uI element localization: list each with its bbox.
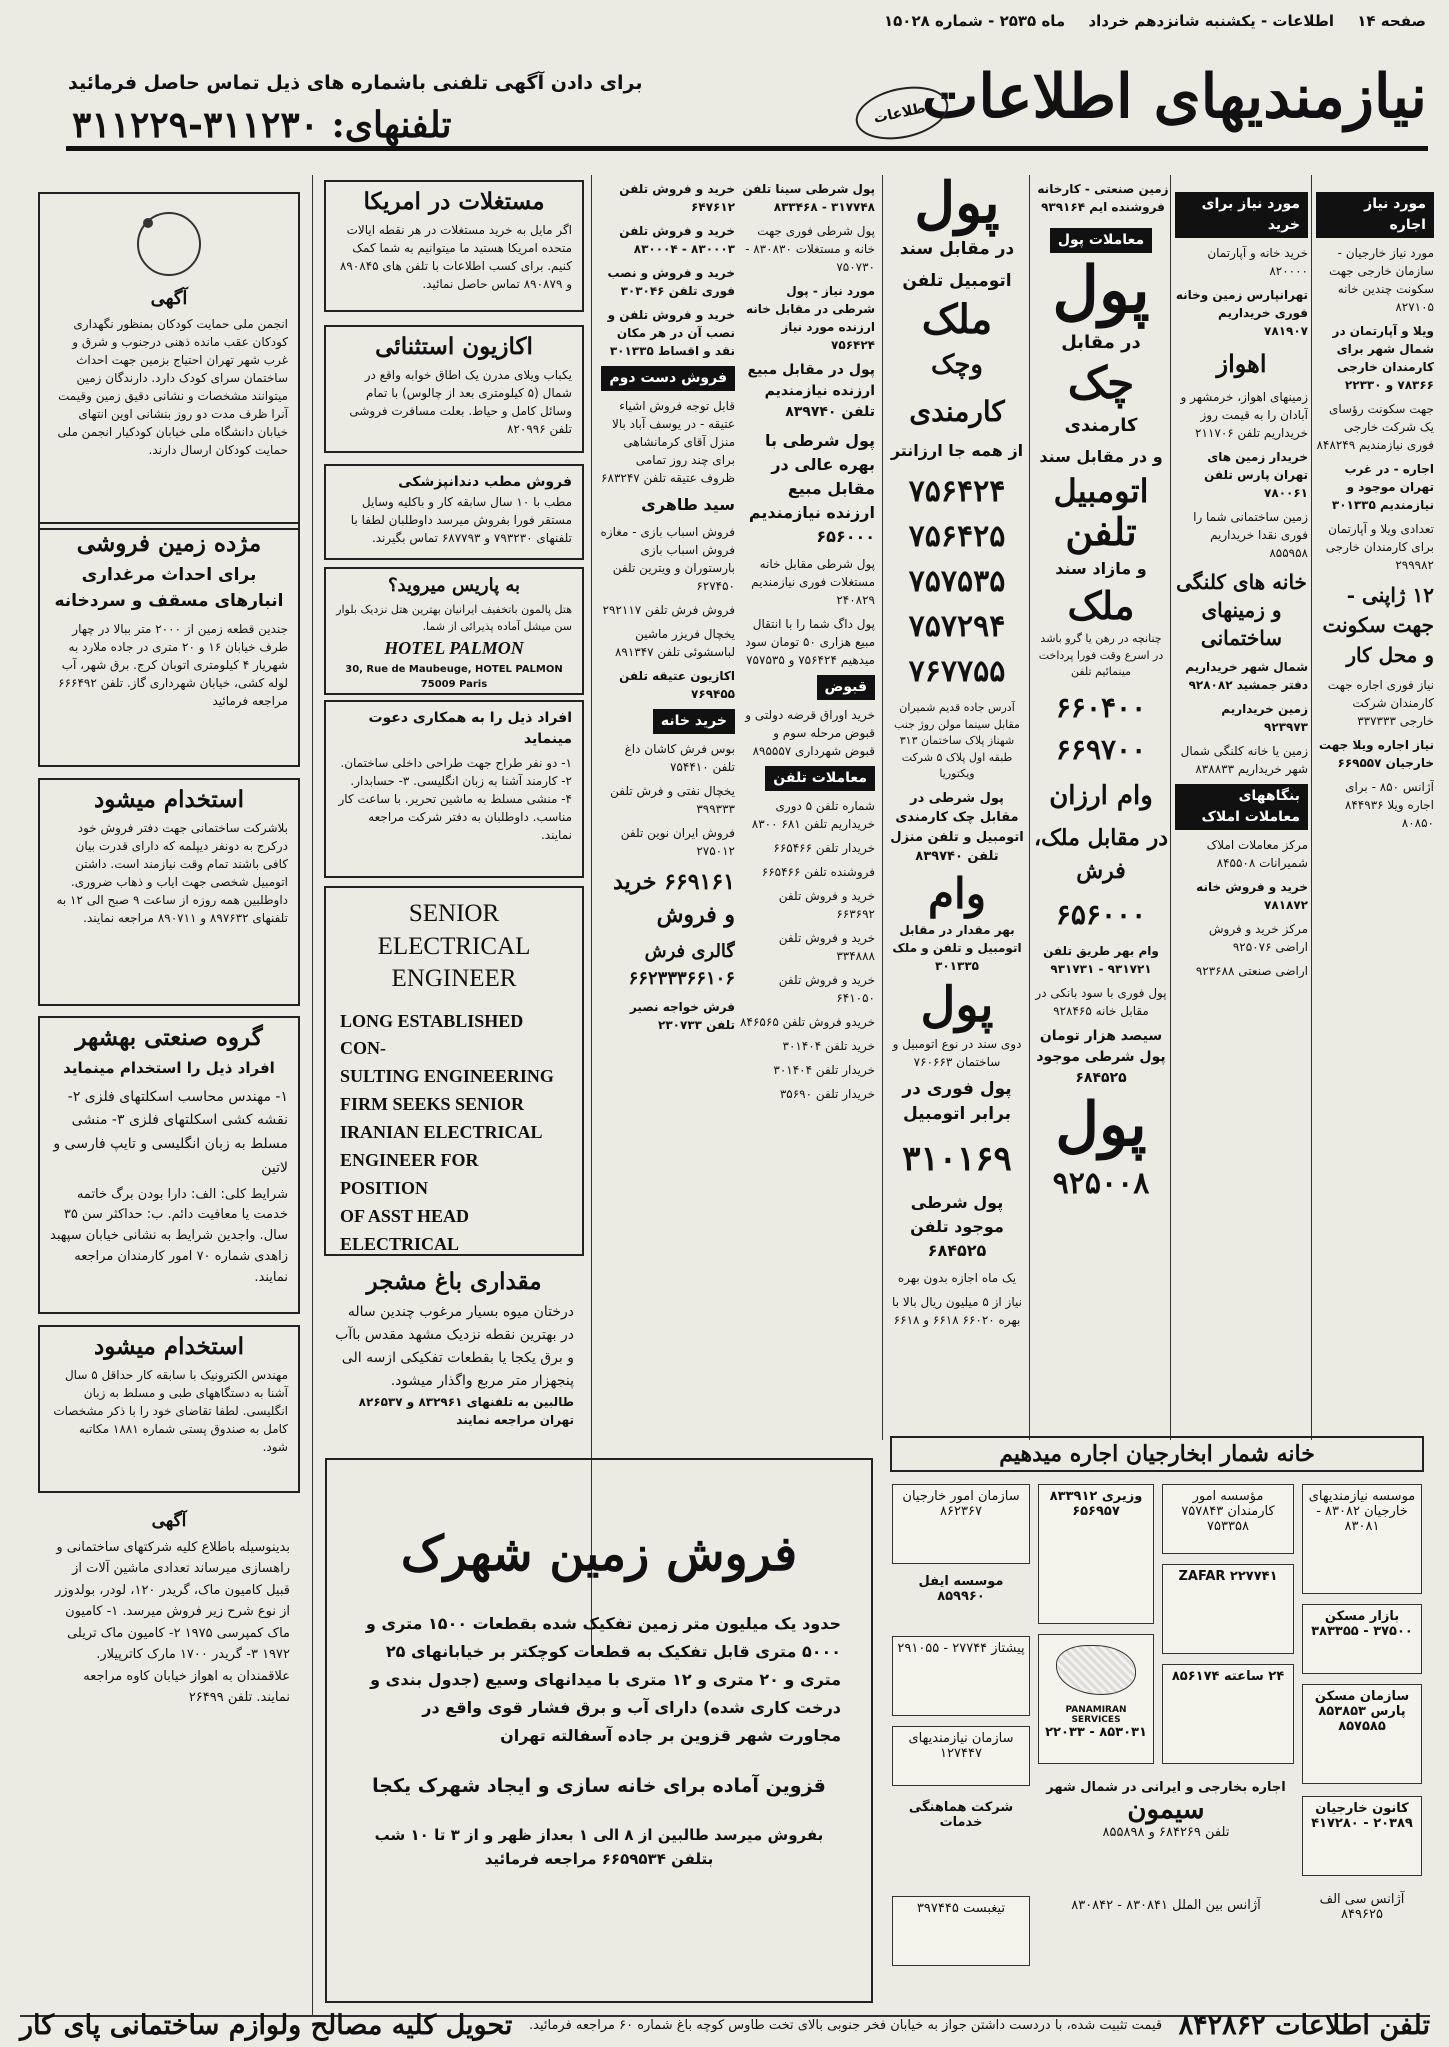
villa-sale-ad bbox=[324, 325, 584, 453]
rent-item: نیاز فوری اجاره جهت کارمندان شرکت خارجی ۳۳۷۳۳۳ bbox=[1327, 678, 1434, 728]
money2-number: ۹۲۵۰۰۸ bbox=[1052, 1165, 1150, 1201]
ad-conditions: شرایط کلی: الف: دارا بودن برگ خاتمه خدمت یا معافیت دائم. ب: حداکثر سن ۳۵ سال. واجدین شرایط به نشانی خیابان سپهبد زاهدی شماره ۷۰ امور کارمندان مراجعه نمایند. bbox=[50, 1186, 288, 1285]
classified-column-trade bbox=[600, 180, 735, 1450]
rent-item: جهت سکونت رؤسای یک شرکت خارجی فوری نیازمندیم ۸۴۸۲۴۹ bbox=[1316, 402, 1434, 452]
money-line: اتومبیل تلفن bbox=[902, 270, 1012, 291]
classified-item: گالری فرش ۶۶۲۳۳۳۶۶۱۰۶ bbox=[628, 941, 735, 989]
ad-subtitle: افراد ذیل را استخدام مینماید bbox=[63, 1059, 275, 1077]
ad-title: مقداری باغ مشجر bbox=[366, 1268, 542, 1295]
column-divider bbox=[1029, 175, 1030, 1440]
employment-ad bbox=[38, 778, 300, 1006]
simon-ad bbox=[1038, 1776, 1294, 1886]
newspaper-logo-icon: اطلاعات bbox=[851, 79, 953, 147]
money2-line: چک bbox=[1067, 358, 1135, 409]
section-header: معاملات تلفن bbox=[765, 766, 875, 791]
classified-item: خرید تلفن ۳۰۱۴۰۴ bbox=[782, 1039, 875, 1053]
classified-item: بوس فرش کاشان داغ تلفن ۷۵۴۴۱۰ bbox=[624, 742, 735, 774]
money-phone: ۷۶۷۷۵۵ bbox=[908, 654, 1006, 689]
english-ad-body bbox=[340, 1008, 568, 1257]
money2-sub: چنانچه در رهن یا گرو باشد در اسرع وقت فورا پرداخت مینمائیم تلفن bbox=[1038, 632, 1164, 678]
rental-ad: سازمان مسکن پارس ۸۵۳۸۵۳ ۸۵۷۵۸۵ bbox=[1302, 1684, 1422, 1784]
classified-item: خریدار تلفن ۳۰۱۴۰۴ bbox=[773, 1063, 875, 1077]
classified-item: خریدار تلفن ۶۶۵۴۶۶ bbox=[773, 841, 875, 855]
english-ad-title-line: SENIOR bbox=[408, 900, 500, 927]
rent-item: آژانس ۸۵۰ - برای اجاره ویلا ۸۴۴۹۳۶ ۸۰۸۵۰ bbox=[1344, 780, 1434, 830]
behshahr-ad bbox=[38, 1016, 300, 1314]
rental-ad: تیغبست ۳۹۷۴۴۵ bbox=[892, 1896, 1030, 1966]
classified-item: خرید و فروش و نصب فوری تلفن ۳۰۳۰۴۶ bbox=[607, 266, 735, 298]
masthead-phones: تلفنهای: ۳۱۱۲۳۰-۳۱۱۲۲۹ bbox=[72, 104, 452, 146]
classified-item: خریدار تلفن ۳۵۶۹۰ bbox=[779, 1087, 875, 1101]
land-sale-ad bbox=[38, 522, 300, 767]
section-header: فروش دست دوم bbox=[601, 366, 735, 391]
ad-title: به پاریس میروید؟ bbox=[387, 575, 521, 596]
classified-item: شماره تلفن ۵ دوری خریداریم تلفن ۶۸۱ ۸۳۰۰ bbox=[751, 799, 875, 831]
call-instructions: برای دادن آگهی تلفنی باشماره های ذیل تماس حاصل فرمائید bbox=[68, 72, 643, 94]
classified-item: خرید و فروش تلفن ۸۳۰۰۰۳ - ۸۳۰۰۰۴ bbox=[619, 224, 735, 256]
big-ad-slogan: قزوین آماده برای خانه سازی و ایجاد شهرک یکجا bbox=[372, 1775, 826, 1797]
money2-phone: ۶۶۹۷۰۰ bbox=[1055, 732, 1147, 766]
ad-body: ۱- دو نفر طراح جهت طراحی داخلی ساختمان. ۲- کارمند آشنا به زبان انگلیسی. ۳- حسابدار. ۴- منشی مسلط به ماشین تحریر. با ساعت کار مناسب. داوطلبان به دفتر شرکت مراجعه نمایند. bbox=[338, 756, 572, 842]
classified-item: خرید و فروش تلفن و نصب آن در هر مکان نقد و اقساط ۳۰۱۳۳۵ bbox=[607, 308, 735, 358]
classified-item: پول شرطی سینا تلفن ۳۱۷۷۴۸ - ۸۳۳۴۶۸ bbox=[742, 182, 875, 214]
rental-ad: آژانس سی الف ۸۴۹۶۲۵ bbox=[1319, 1892, 1405, 1922]
ad-title: اکازیون استثنائی bbox=[375, 333, 533, 360]
land-column bbox=[1036, 180, 1170, 228]
classified-item: پول شرطی فوری جهت خانه و مستغلات ۸۳۰۸۳۰ - ۷۵۰۷۳۰ bbox=[745, 224, 875, 274]
engineer-employment-ad bbox=[38, 1325, 300, 1493]
section-header: قبوض bbox=[817, 675, 876, 700]
land-item: مرکز خرید و فروش اراضی ۹۲۵۰۷۶ bbox=[1208, 922, 1308, 954]
english-ad-line: SULTING ENGINEERING bbox=[340, 1066, 554, 1087]
classified-item: قابل توجه فروش اشیاء عتیقه - در یوسف آباد بالا منزل آقای کرمانشاهی برای چند روز تمامی ظروف عتیقه تلفن ۶۸۳۲۴۷ bbox=[601, 399, 735, 485]
money2-line: و مازاد سند bbox=[1055, 559, 1147, 578]
big-ad-contact: بفروش میرسد طالبین از ۸ الی ۱ بعداز ظهر و از ۳ تا ۱۰ شب بتلفن ۶۶۵۹۵۳۴ مراجعه فرمائید bbox=[374, 1825, 824, 1868]
orchard-ad bbox=[324, 1262, 584, 1452]
rent-item: تعدادی ویلا و آپارتمان برای کارمندان خارجی ۲۹۹۹۸۲ bbox=[1325, 522, 1434, 572]
ad-title: استخدام میشود bbox=[93, 786, 245, 813]
classified-column-loans bbox=[740, 180, 875, 1450]
classified-item: خرید و فروش تلفن ۶۴۷۶۱۲ bbox=[619, 182, 735, 214]
column-divider bbox=[591, 175, 592, 1645]
classified-item: سید طاهری bbox=[641, 495, 735, 514]
ad-body: مطب با ۱۰ سال سابقه کار و باکلیه وسایل مستقر فورا بفروش میرسد داوطلبان لطفا با تلفنهای ۷۹۳۲۳۰ و ۶۸۷۷۹۳ تماس بگیرند. bbox=[350, 495, 572, 545]
classified-item: فروش ایران نوین تلفن ۲۷۵۰۱۲ bbox=[620, 826, 735, 858]
issue-number: ماه ۲۵۳۵ - شماره ۱۵۰۲۸ bbox=[883, 12, 1066, 30]
section-header: معاملات پول bbox=[1050, 228, 1152, 253]
column-divider bbox=[882, 175, 883, 1440]
land-item: خریدار زمین های تهران پارس تلفن ۷۸۰۰۶۱ bbox=[1204, 450, 1308, 500]
money-column bbox=[889, 175, 1025, 1445]
footer-right-phone: تلفن اطلاعات ۸۴۲۸۶۲ bbox=[1178, 2010, 1430, 2041]
rental-ad: موسسه نیازمندیهای خارجیان ۸۳۰۸۲ - ۸۳۰۸۱ bbox=[1302, 1484, 1422, 1594]
classified-item: فروشنده تلفن ۶۶۵۴۶۶ bbox=[761, 865, 875, 879]
land-item: تهرانپارس زمین وخانه فوری خریداریم ۷۸۱۹۰۷ bbox=[1175, 288, 1308, 338]
ad-body: یکباب ویلای مدرن یک اطاق خوابه واقع در شمال (۵ کیلومتری بعد از چالوس) با تمام وسائل کامل و حیاط. بعلت مسافرت فروشی تلفن ۸۲۰۹۹۶ bbox=[349, 368, 572, 436]
rental-ad: ZAFAR ۲۲۷۷۴۱ bbox=[1162, 1564, 1294, 1654]
rent-item: اجاره - در غرب تهران موجود و نیازمندیم ۳۰۱۳۳۵ bbox=[1331, 462, 1434, 512]
section-header: خرید خانه bbox=[653, 709, 735, 734]
land-item: خرید خانه و آپارتمان ۸۲۰۰۰۰ bbox=[1207, 246, 1308, 278]
money2-line: در مقابل bbox=[1061, 332, 1141, 353]
ad-title: مژده زمین فروشی bbox=[76, 530, 262, 557]
rental-section-title: خانه شمار ابخارجیان اجاره میدهیم bbox=[890, 1436, 1424, 1472]
money-fast-number: ۳۱۰۱۶۹ bbox=[902, 1138, 1012, 1179]
rental-ad: مؤسسه امور کارمندان ۷۵۷۸۴۳ ۷۵۳۳۵۸ bbox=[1162, 1484, 1294, 1554]
english-ad-title-line: ENGINEER bbox=[391, 965, 517, 992]
rental-ad: شرکت هماهنگی خدمات bbox=[908, 1800, 1014, 1830]
page-number: صفحه ۱۴ bbox=[1357, 12, 1426, 30]
english-ad-line: ENGINEER FOR POSITION bbox=[340, 1149, 479, 1198]
rental-ad: آژانس بین الملل ۸۳۰۸۴۱ - ۸۳۰۸۴۲ bbox=[1071, 1898, 1261, 1913]
classified-item: فرش خواجه نصیر تلفن ۲۳۰۷۳۳ bbox=[629, 1000, 735, 1032]
iran-map-icon bbox=[1056, 1645, 1136, 1695]
money-vam-body: بهر مقدار در مقابل اتومبیل و تلفن و ملک ۳۰۱۳۳۵ bbox=[892, 922, 1022, 973]
hotel-name: HOTEL PALMON bbox=[384, 638, 524, 658]
land-item: اراضی صنعتی ۹۲۳۶۸۸ bbox=[1195, 964, 1308, 978]
ad-body: اگر مایل به خرید مستغلات در هر نقطه ایالات متحده امریکا هستید ما میتوانیم به شما کمک کنیم. برای کسب اطلاعات با تلفن های ۸۹۰۸۴۵ و ۸۹۰۸۷۹ تماس حاصل نمائید. bbox=[339, 223, 572, 291]
ad-title: آگهی bbox=[150, 288, 188, 309]
money2-line: تلفن bbox=[1065, 509, 1137, 554]
money2-hundred: سیصد هزار تومان پول شرطی موجود ۶۸۴۵۲۵ bbox=[1036, 1027, 1166, 1086]
hotel-ad bbox=[324, 567, 584, 695]
money-loan: پول شرطی در مقابل چک کارمندی اتومبیل و تلفن منزل تلفن ۸۳۹۷۴۰ bbox=[890, 790, 1024, 864]
recruitment-ad bbox=[324, 700, 584, 878]
big-ad-body: حدود یک میلیون متر زمین تفکیک شده بقطعات ۱۵۰۰ متری و ۵۰۰۰ متری قابل تفکیک به قطعات کوچکتر بر خیابانهای ۲۵ متری و ۲۰ متری و ۱۲ متری با میدانهای وسیع (جدول بندی و درخت کاری شده) دارای آب و برق فشار قوی واقع در مجاورت شهر قزوین بر جاده آسفالته تهران bbox=[365, 1614, 841, 1745]
masthead-divider bbox=[66, 146, 1428, 151]
panamiran-phone: ۸۵۳۰۳۱ - ۲۲۰۳۳ bbox=[1045, 1725, 1147, 1740]
classified-item: یخچال نفتی و فرش تلفن ۳۹۹۳۳۳ bbox=[610, 784, 735, 816]
panamiran-name: PANAMIRAN SERVICES bbox=[1065, 1705, 1127, 1725]
land-buy-column bbox=[1175, 192, 1308, 1442]
money-ready: پول شرطی موجود تلفن ۶۸۴۵۲۵ bbox=[910, 1192, 1004, 1260]
rental-ad: وزیری ۸۳۳۹۱۲ ۶۵۶۹۵۷ bbox=[1038, 1484, 1154, 1624]
classified-item: پول شرطی با بهره عالی در مقابل مبیع ارزنده نیازمندیم ۶۵۶۰۰۰ bbox=[748, 431, 875, 546]
us-property-ad bbox=[324, 180, 584, 312]
rental-ad: سازمان نیازمندیهای ۱۲۷۴۴۷ bbox=[892, 1726, 1030, 1786]
land-header: زمین صنعتی - کارخانه فروشنده ایم ۹۳۹۱۶۴ bbox=[1037, 182, 1169, 214]
footer-details: قیمت تثبیت شده، با دردست داشتن جواز به خیابان فخر جنوبی بالای تخت طاوس کوچه باغ شماره ۶۰ مراجعه فرمائید. bbox=[528, 2018, 1163, 2033]
section-header: بنگاههای معاملات املاک bbox=[1175, 784, 1308, 830]
ad-body: جندین قطعه زمین از ۲۰۰۰ متر ببالا در چهار طرف خیابان ۱۶ و ۲۰ متری در جاده ملارد به شهریار ۴ کیلومتری اتوبان کرج. برق شهر، آب لوله کشی، خیابان شهرداری گاز. تلفن ۶۶۶۴۹۲ مراجعه فرمائید bbox=[58, 622, 288, 708]
ad-body: انجمن ملی حمایت کودکان بمنظور نگهداری کودکان عقب مانده ذهنی درجنوب و شرق و غرب شهر تهران احتیاج بزمین جهت احداث ساختمان سرای کودک دارد. دارندگان زمین میتوانند مشخصات و نشانی دقیق زمین وقیمت آنرا ظرف مدت دو روز بنشانی اوین انتهای خیابان دانشگاه ملی خیابان کودکیار انجمن ملی حمایت کودکان ارسال دارند. bbox=[57, 317, 288, 457]
dental-office-ad bbox=[324, 464, 584, 560]
money-note: نیاز از ۵ میلیون ریال بالا با بهره ۶۶۰۲۰ ۶۶۱۸ و ۶۶۱۸ bbox=[892, 1294, 1022, 1327]
money-phone: ۷۵۷۲۹۴ bbox=[908, 609, 1006, 644]
money-line: کارمندی bbox=[909, 395, 1005, 428]
classified-item: مورد نیاز - پول شرطی در مقابل خانه ارزنده مورد نیاز ۷۵۶۴۲۴ bbox=[745, 284, 875, 352]
money2-loan-number: ۶۵۶۰۰۰ bbox=[1055, 897, 1147, 931]
classified-item: اکازیون عتیقه تلفن ۷۶۹۴۵۵ bbox=[619, 669, 735, 701]
classified-item: خرید اوراق قرضه دولتی و قبوض مرحله سوم و قبوض شهرداری ۸۹۵۵۵۷ bbox=[745, 708, 875, 758]
english-ad-line: OF ASST HEAD ELECTRICAL bbox=[340, 1205, 470, 1254]
rental-ad: بازار مسکن ۳۷۵۰۰ - ۳۸۳۳۵۵ bbox=[1302, 1604, 1422, 1674]
money2-line: ملک bbox=[1067, 583, 1135, 628]
land-item: زمین یا خانه کلنگی شمال شهر خریداریم ۸۳۸۸۳۳ bbox=[1180, 744, 1308, 776]
ad-body: درختان میوه بسیار مرغوب چندین ساله در بهترین نقطه نزدیک مشهد مقدس باآب و برق یکجا یا بقطعات تفکیکی ازسه الی پنجهزار متر مربع واگذار میشود. bbox=[335, 1304, 574, 1390]
big-ad-title: فروش زمین شهرک bbox=[400, 1526, 798, 1582]
money2-pool: پول bbox=[1055, 1089, 1147, 1160]
money-pool: پول bbox=[920, 976, 994, 1033]
rental-ad: موسسه ایفل ۸۵۹۹۶۰ bbox=[918, 1574, 1004, 1604]
ad-title: فروش مطب دندانپزشکی bbox=[398, 474, 572, 490]
rental-ad: پیشتاز ۲۷۷۴۴ - ۲۹۱۰۵۵ bbox=[892, 1636, 1030, 1716]
senior-engineer-ad bbox=[324, 886, 584, 1256]
rent-column bbox=[1316, 192, 1434, 1442]
money-line: وچک bbox=[931, 350, 983, 380]
english-ad-line: FIRM SEEKS SENIOR bbox=[340, 1094, 525, 1115]
land-city: اهواز bbox=[1216, 349, 1267, 378]
ad-items: ۱- مهندس محاسب اسکلتهای فلزی ۲- نقشه کشی اسکلتهای فلزی ۳- منشی مسلط به زبان انگلیسی و تایپ فارسی و لاتین bbox=[53, 1088, 288, 1176]
english-ad-title-line: ELECTRICAL bbox=[377, 932, 531, 960]
money2-phone: ۶۶۰۴۰۰ bbox=[1055, 690, 1147, 724]
classified-item: یخچال فریزر ماشین لباسشوئی تلفن ۸۹۱۳۴۷ bbox=[614, 627, 735, 659]
land-homes-title: خانه های کلنگی و زمینهای ساختمانی bbox=[1176, 570, 1307, 650]
land-item: مرکز معاملات املاک شمیرانات ۸۴۵۵۰۸ bbox=[1206, 838, 1308, 870]
land-item: شمال شهر خریداریم دفتر جمشید ۹۲۸۰۸۲ bbox=[1185, 660, 1308, 692]
english-ad-line: LONG ESTABLISHED CON- bbox=[340, 1010, 524, 1059]
column-divider bbox=[1311, 175, 1312, 1440]
ad-body: بلاشرکت ساختمانی جهت دفتر فروش خود درکرج به دونفر دیپلمه که دارای قدرت بیان کافی باشند تمام وقت نیازمند است. داشتن اتومبیل شخصی جهت ایاب و ذهاب ضروری. داوطلبین همه روزه از ساعت ۹ صبح الی ۱۲ به تلفنهای ۸۹۷۶۳۲ و ۸۹۰۷۱۱ مراجعه نمایند. bbox=[56, 821, 288, 925]
column-divider bbox=[1170, 175, 1171, 1440]
money2-loan-title: وام ارزان bbox=[1049, 780, 1153, 811]
ad-body: بدینوسیله باطلاع کلیه شرکتهای ساختمانی و راهسازی میرساند تعدادی ماشین آلات از قبیل کامیون ماک، گریدر ۱۲۰، لودر، بولدوزر از نوع شرح زیر فروش میرسد. ۱- کامیون ماک کمپرسی ۱۹۷۵ ۲- کامیون ماک تریلی ۱۹۷۲ ۳- گریدر ۱۷۰۰ مارک کاترپیلار. علاقمندان به اهواز خیابان کاوه مراجعه نمایند. تلفن ۲۶۴۹۹ bbox=[55, 1540, 290, 1706]
money-phone: ۷۵۶۴۲۴ bbox=[908, 474, 1006, 509]
money-line: ملک bbox=[921, 296, 993, 343]
ad-contact: طالبین به تلفنهای ۸۳۲۹۶۱ و ۸۲۶۵۳۷ تهران مراجعه نمایند bbox=[358, 1395, 574, 1428]
money2-quick: پول فوری با سود بانکی در مقابل خانه ۹۲۸۴۶۵ bbox=[1035, 985, 1167, 1018]
classified-item: پول شرطی مقابل خانه مستغلات فوری نیازمندیم ۲۴۰۸۲۹ bbox=[751, 557, 875, 607]
ad-body: هتل پالمون باتخفیف ایرانیان بهترین هتل نزدیک بلوار سن میشل آماده پذیرائی از شما. bbox=[336, 603, 572, 633]
money2-line: کارمندی bbox=[1064, 415, 1138, 436]
ad-title: افراد ذیل را به همکاری دعوت مینماید bbox=[368, 710, 572, 747]
money2-line: و در مقابل سند bbox=[1039, 447, 1163, 466]
money2-loan-sub: در مقابل ملک، فرش bbox=[1034, 824, 1168, 884]
money-headline: پول bbox=[914, 175, 1000, 236]
rental-ad: سازمان امور خارجیان ۸۶۲۳۶۷ bbox=[892, 1484, 1030, 1564]
land-item: زمینهای اهواز، خرمشهر و آبادان را به قیمت روز خریداریم تلفن ۲۱۱۷۰۶ bbox=[1180, 390, 1308, 440]
money-address: آدرس جاده قدیم شمیران مقابل سینما مولن روژ جنب شهناز پلاک ساختمان ۳۱۳ طبقه اول پلاک ۵ شرکت ویکتوریا bbox=[894, 701, 1020, 780]
rental-section bbox=[884, 1436, 1430, 2004]
rent-item: ۱۲ ژاپنی - جهت سکونت و محل کار bbox=[1322, 583, 1434, 667]
rent-item: نیاز اجاره ویلا جهت خارجیان ۶۶۹۵۵۷ bbox=[1319, 738, 1434, 770]
money-vam: وام bbox=[928, 868, 986, 918]
money-phone: ۷۵۷۵۳۵ bbox=[908, 564, 1006, 599]
money-fast: پول فوری در برابر اتومبیل bbox=[902, 1078, 1012, 1124]
money2-headline: پول bbox=[1052, 253, 1150, 328]
classified-item: خریدو فروش تلفن ۸۴۶۵۶۵ bbox=[740, 1015, 875, 1029]
classified-item: فروش فرش تلفن ۲۹۲۱۱۷ bbox=[602, 603, 735, 617]
ad-body: مهندس الکترونیک با سابقه کار حداقل ۵ سال آشنا به دستگاههای طبی و مسلط به زبان انگلیسی. لطفا تقاضای خود را با ذکر مشخصات کامل به صندوق پستی شماره ۱۸۸۱ مکاتبه شود. bbox=[53, 1368, 288, 1454]
masthead-title: نیازمندیهای اطلاعات bbox=[921, 62, 1427, 132]
classified-item: ۶۶۹۱۶۱ خرید و فروش bbox=[613, 869, 735, 928]
simon-phone: تلفن ۶۸۴۲۶۹ و ۸۵۵۸۹۸ bbox=[1102, 1825, 1230, 1840]
society-emblem-icon bbox=[137, 212, 201, 276]
ad-title: مستغلات در امریکا bbox=[363, 188, 545, 215]
section-header: مورد نیاز اجاره bbox=[1316, 192, 1434, 238]
classified-item: فروش اسباب بازی - مغازه فروش اسباب بازی بارستوران و ویترین تلفن ۶۲۷۴۵۰ bbox=[600, 525, 735, 593]
ad-subtitle: برای احداث مرغداری انبارهای مسقف و سردخانه bbox=[54, 565, 284, 611]
column-divider bbox=[312, 175, 313, 2015]
shahrak-land-ad bbox=[325, 1458, 873, 2003]
money2-line: اتومبیل bbox=[1053, 472, 1149, 510]
money-line: در مقابل سند bbox=[899, 239, 1015, 259]
footer-left: تحویل کلیه مصالح ولوازم ساختمانی پای کار bbox=[20, 2010, 513, 2041]
ad-title: گروه صنعتی بهشهر bbox=[75, 1024, 263, 1051]
ad-title: آگهی bbox=[151, 1511, 187, 1531]
rental-ad: ۲۴ ساعته ۸۵۶۱۷۴ bbox=[1162, 1664, 1294, 1764]
money-line: از همه جا ارزانتر bbox=[890, 441, 1024, 460]
classified-item: پول در مقابل مبیع ارزنده نیازمندیم تلفن ۸۳۹۷۴۰ bbox=[747, 362, 875, 420]
ad-title: استخدام میشود bbox=[93, 1333, 245, 1360]
machinery-notice bbox=[38, 1505, 300, 1915]
hotel-address: 30, Rue de Maubeuge, HOTEL PALMON 75009 Paris bbox=[345, 664, 563, 690]
english-ad-line: IRANIAN ELECTRICAL bbox=[340, 1122, 543, 1143]
rent-item: مورد نیاز خارجیان - سازمان خارجی جهت سکونت چندین خانه ۸۲۷۱۰۵ bbox=[1328, 246, 1434, 314]
land-item: خرید و فروش خانه ۷۸۱۸۷۲ bbox=[1196, 880, 1308, 912]
money-note: یک ماه اجازه بدون بهره bbox=[897, 1270, 1017, 1285]
money2-loan-bt: وام بهر طریق تلفن ۹۳۱۷۲۱ - ۹۳۱۷۳۱ bbox=[1043, 943, 1159, 976]
money-pool-body: دوی سند در نوع اتومبیل و ساختمان ۷۶۰۶۶۳ bbox=[892, 1036, 1022, 1069]
rent-item: ویلا و آپارتمان در شمال شهر برای کارمندان خارجی ۷۸۳۶۶ و ۲۲۳۳۰ bbox=[1332, 324, 1434, 392]
simon-title: سیمون bbox=[1127, 1795, 1205, 1825]
money-phone: ۷۵۶۴۲۵ bbox=[908, 519, 1006, 554]
section-header: مورد نیاز برای خرید bbox=[1175, 192, 1308, 238]
land-item: زمین ساختمانی شما را فوری نقدا خریداریم ۸۵۵۹۵۸ bbox=[1193, 510, 1308, 560]
classified-item: پول داگ شما را با انتقال مبیع هزاری ۵۰ تومان سود میدهیم ۷۵۶۴۲۴ و ۷۵۷۵۳۵ bbox=[745, 617, 875, 667]
panamiran-ad bbox=[1038, 1634, 1154, 1764]
classified-item: خرید و فروش تلفن ۶۶۳۶۹۲ bbox=[778, 889, 875, 921]
classified-item: خرید و فروش تلفن ۶۴۱۰۵۰ bbox=[778, 973, 875, 1005]
paper-date: اطلاعات - یکشنبه شانزدهم خرداد bbox=[1088, 12, 1335, 30]
rental-ad: کانون خارجیان ۲۰۳۸۹ - ۴۱۷۲۸۰ bbox=[1302, 1796, 1422, 1876]
classified-item: خرید و فروش تلفن ۳۳۴۸۸۸ bbox=[778, 931, 875, 963]
page-header bbox=[26, 12, 1426, 30]
land-item: زمین خریداریم ۹۲۳۹۷۳ bbox=[1221, 702, 1308, 734]
money-column-2 bbox=[1034, 228, 1168, 1443]
children-society-ad bbox=[38, 192, 300, 530]
simon-sub: اجاره بخارجی و ایرانی در شمال شهر bbox=[1046, 1780, 1286, 1795]
page-footer bbox=[20, 2010, 1430, 2041]
